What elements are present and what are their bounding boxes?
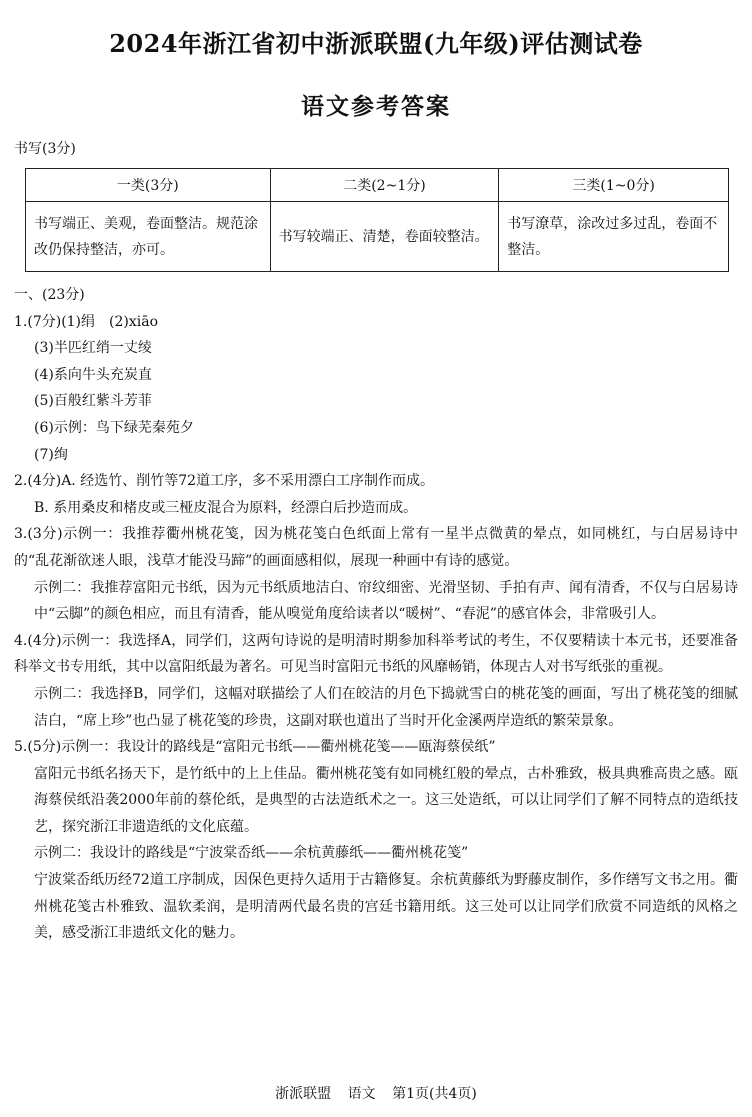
footer-page-number: 第1页(共4页)	[392, 1086, 477, 1102]
q4-example2: 示例二：我选择B，同学们，这幅对联描绘了人们在皎洁的月色下捣就雪白的桃花笺的画面，写出了桃花笺的细腻洁白，“席上珍”也凸显了桃花笺的珍贵，这副对联也道出了当时开化金溪两岸造纸的繁荣景象。	[34, 685, 738, 729]
q1-item: (7)绚	[34, 446, 68, 463]
writing-heading: 书写(3分)	[14, 141, 76, 157]
page-subtitle: 语文参考答案	[301, 93, 451, 120]
table-cell-class2: 书写较端正、清楚，卷面较整洁。	[270, 202, 499, 272]
q1-item: (4)系向牛头充炭直	[34, 366, 152, 383]
q5-example2-route: 示例二：我设计的路线是“宁波棠岙纸——余杭黄藤纸——衢州桃花笺”	[34, 845, 469, 862]
q1-item: (3)半匹红绡一丈绫	[34, 340, 152, 357]
q4-example1: 4.(4分)示例一：我选择A，同学们，这两句诗说的是明清时期参加科举考试的考生，不仅要精读十本元书，还要准备科举文书专用纸，其中以富阳纸最为著名。可见当时富阳元书纸的风靡畅销，体现古人对书写纸张的重视。	[14, 632, 738, 676]
q1-item: (5)百般红紫斗芳菲	[34, 393, 152, 410]
column-header-class2: 二类(2~1分)	[270, 169, 499, 202]
table-cell-class1: 书写端正、美观，卷面整洁。规范涂改仍保持整洁，亦可。	[26, 202, 271, 272]
q5-example1-route: 5.(5分)示例一：我设计的路线是“富阳元书纸——衢州桃花笺——瓯海蔡侯纸”	[14, 739, 496, 756]
q5-example1-body: 富阳元书纸名扬天下，是竹纸中的上上佳品。衢州桃花笺有如同桃红般的晕点，古朴雅致，极具典雅高贵之感。瓯海蔡侯纸沿袭2000年前的蔡伦纸，是典型的古法造纸术之一。这三处造纸，可以让同学们了解不同特点的造纸技艺，探究浙江非遗造纸的文化底蕴。	[34, 765, 738, 835]
q3-example2: 示例二：我推荐富阳元书纸，因为元书纸质地洁白、帘纹细密、光滑坚韧、手拍有声、闻有清香，不仅与白居易诗中“云脚”的颜色相应，而且有清香，能从嗅觉角度给读者以“暖树”、“春泥”的感官体会，非常吸引人。	[34, 579, 738, 623]
answer-body	[14, 282, 738, 947]
q5-example2-body: 宁波棠岙纸历经72道工序制成，因保色更持久适用于古籍修复。余杭黄藤纸为野藤皮制作，多作缮写文书之用。衢州桃花笺古朴雅致、温软柔润，是明清两代最名贵的宫廷书籍用纸。这三处可以让同学们欣赏不同造纸的风格之美，感受浙江非遗纸文化的魅力。	[34, 872, 738, 942]
q1-item: (6)示例：鸟下绿芜秦苑夕	[34, 419, 194, 436]
writing-grade-table	[25, 168, 729, 272]
column-header-class1: 一类(3分)	[26, 169, 271, 202]
section-heading: 一、(23分)	[14, 287, 85, 303]
q2-answer-a: 2.(4分)A. 经选竹、削竹等72道工序，多不采用漂白工序制作而成。	[14, 473, 435, 490]
q1-answer: 1.(7分)(1)绢 (2)xiāo	[14, 313, 158, 330]
footer-org: 浙派联盟	[275, 1086, 332, 1102]
q2-answer-b: B. 系用桑皮和楮皮或三桠皮混合为原料，经漂白后抄造而成。	[34, 499, 418, 516]
page-footer	[0, 1083, 752, 1103]
table-cell-class3: 书写潦草，涂改过多过乱，卷面不整洁。	[499, 202, 729, 272]
column-header-class3: 三类(1~0分)	[499, 169, 729, 202]
table-header-row	[26, 169, 729, 202]
footer-subject: 语文	[347, 1086, 376, 1102]
table-row	[26, 202, 729, 272]
q3-example1: 3.(3分)示例一：我推荐衢州桃花笺，因为桃花笺白色纸面上常有一星半点微黄的晕点，如同桃红，与白居易诗中的“乱花渐欲迷人眼，浅草才能没马蹄”的画面感相似，展现一种画中有诗的感觉。	[14, 526, 738, 569]
page-title: 2024年浙江省初中浙派联盟(九年级)评估测试卷	[109, 29, 643, 58]
